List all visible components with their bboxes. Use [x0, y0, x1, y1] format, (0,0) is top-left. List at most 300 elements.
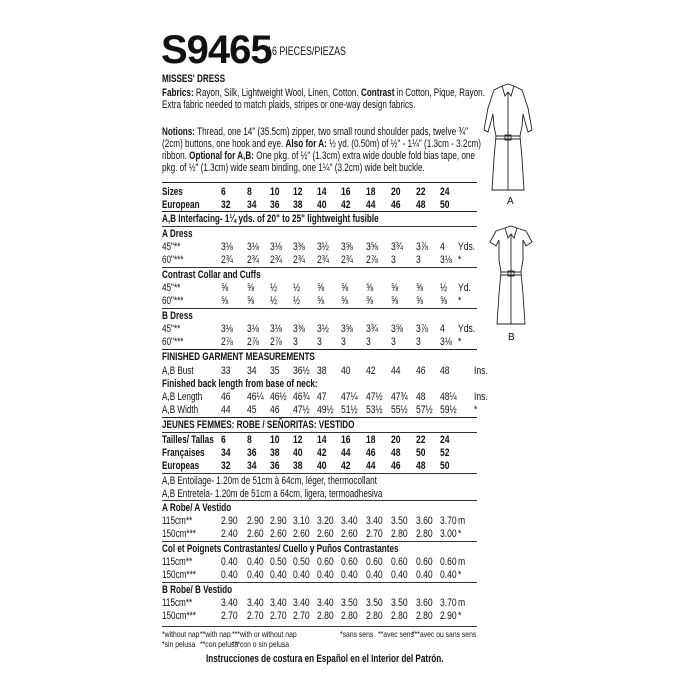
divider: [162, 211, 477, 212]
unit-cell: Ins.: [474, 365, 488, 377]
value-cell: 0.60: [391, 556, 408, 568]
a-dress-heading: A Dress: [162, 228, 193, 240]
value-cell: 44: [366, 199, 376, 211]
divider: [162, 226, 477, 227]
unit-cell: Yds.: [458, 323, 476, 335]
value-cell: 2.60: [270, 528, 287, 540]
value-cell: 2⅞: [270, 336, 282, 348]
value-cell: 42: [317, 447, 327, 459]
value-cell: 0.40: [293, 569, 310, 581]
col-row-150: [162, 569, 477, 582]
value-cell: 35: [270, 365, 280, 377]
value-cell: 14: [317, 434, 327, 446]
row-label: 115cm**: [162, 597, 193, 609]
value-cell: ⅝: [391, 295, 399, 307]
value-cell: 50: [440, 460, 450, 472]
value-cell: 36½: [293, 365, 310, 377]
value-cell: 2.90: [270, 515, 287, 527]
value-cell: 32: [221, 199, 231, 211]
value-cell: 2.90: [221, 515, 238, 527]
view-a-dress-illustration: [478, 78, 538, 198]
value-cell: 36: [270, 199, 280, 211]
row-label: Sizes: [162, 186, 183, 198]
value-cell: 12: [293, 434, 303, 446]
value-cell: 42: [366, 365, 376, 377]
unit-cell: m: [458, 597, 466, 609]
value-cell: 6: [221, 434, 226, 446]
unit-cell: *: [458, 336, 462, 348]
value-cell: 3.40: [221, 597, 238, 609]
francaises-row: [162, 447, 477, 460]
value-cell: 40: [341, 365, 351, 377]
value-cell: ½: [440, 282, 448, 294]
value-cell: 3.20: [317, 515, 334, 527]
value-cell: 40: [293, 447, 303, 459]
value-cell: 3.70: [440, 515, 457, 527]
fabrics-line-1: Fabrics: Rayon, Silk, Lightweight Wool, Linen, Cotton. Contrast in Cotton, Pique, Rayon.: [162, 87, 485, 99]
value-cell: 0.60: [317, 556, 334, 568]
value-cell: 2.70: [221, 610, 238, 622]
value-cell: 3: [317, 336, 322, 348]
value-cell: 2⅞: [366, 254, 378, 266]
value-cell: 59½: [440, 404, 457, 416]
value-cell: 38: [270, 447, 280, 459]
value-cell: 49½: [317, 404, 334, 416]
contrast-row-45: [162, 282, 477, 295]
value-cell: 2.80: [317, 610, 334, 622]
value-cell: 2.70: [293, 610, 310, 622]
footnote-en-3: ***with or without nap: [232, 629, 297, 639]
value-cell: 46½: [270, 391, 287, 403]
value-cell: 53½: [366, 404, 383, 416]
value-cell: 0.40: [221, 569, 238, 581]
length-row: [162, 391, 488, 404]
value-cell: 0.40: [247, 569, 264, 581]
divider: [162, 267, 477, 268]
value-cell: 3⅛: [440, 336, 452, 348]
unit-cell: *: [458, 254, 462, 266]
value-cell: 4: [440, 323, 445, 335]
footnote-es-1: *sin pelusa: [162, 639, 196, 649]
footnote-en-1: *without nap: [162, 629, 200, 639]
value-cell: 0.40: [341, 569, 358, 581]
value-cell: 45: [247, 404, 257, 416]
value-cell: 50: [440, 199, 450, 211]
row-label: A,B Length: [162, 391, 203, 403]
value-cell: 4: [440, 241, 445, 253]
value-cell: 46: [391, 460, 401, 472]
footnote-es-2: **con pelusa: [200, 639, 239, 649]
value-cell: 3⅛: [247, 323, 259, 335]
b-dress-heading: B Dress: [162, 310, 193, 322]
notions-line-1: Notions: Thread, one 14" (35.5cm) zipper, two small round shoulder pads, twelve ¾": [162, 126, 469, 138]
value-cell: 34: [247, 365, 257, 377]
value-cell: 3½: [317, 241, 329, 253]
value-cell: 2.80: [391, 610, 408, 622]
divider: [162, 541, 477, 542]
value-cell: 2¾: [293, 254, 305, 266]
value-cell: 2.80: [341, 610, 358, 622]
interfacing-line: A,B Interfacing- 1¼ yds. of 20" to 25" lightweight fusible: [162, 213, 379, 225]
value-cell: ½: [270, 295, 278, 307]
value-cell: 38: [293, 460, 303, 472]
row-label: 150cm***: [162, 528, 196, 540]
value-cell: 51½: [341, 404, 358, 416]
value-cell: 8: [247, 186, 252, 198]
value-cell: 2¾: [341, 254, 353, 266]
value-cell: 3⅜: [293, 241, 305, 253]
value-cell: 38: [317, 365, 327, 377]
value-cell: 2.70: [366, 528, 383, 540]
value-cell: 0.60: [416, 556, 433, 568]
footnote-fr-1: *sans sens: [340, 629, 374, 639]
value-cell: 16: [341, 434, 351, 446]
value-cell: 46: [270, 404, 280, 416]
row-label: 115cm**: [162, 556, 193, 568]
value-cell: 42: [341, 460, 351, 472]
value-cell: 2.70: [247, 610, 264, 622]
value-cell: 3⅛: [270, 241, 282, 253]
width-row: [162, 404, 477, 417]
value-cell: 12: [293, 186, 303, 198]
value-cell: 3⅞: [416, 323, 428, 335]
value-cell: 3.50: [366, 597, 383, 609]
value-cell: 6: [221, 186, 226, 198]
value-cell: 48: [416, 199, 426, 211]
row-label: 45"**: [162, 241, 181, 253]
tallas-row: [162, 434, 477, 447]
unit-cell: *: [458, 528, 462, 540]
value-cell: 2⅞: [221, 336, 233, 348]
contrast-heading: Contrast Collar and Cuffs: [162, 269, 261, 281]
value-cell: 3.50: [341, 597, 358, 609]
back-length-heading: Finished back length from base of neck:: [162, 378, 318, 390]
row-label: Tailles/ Tallas: [162, 434, 214, 446]
value-cell: ⅝: [221, 282, 229, 294]
value-cell: 3: [366, 336, 371, 348]
value-cell: 44: [366, 460, 376, 472]
value-cell: 3⅝: [391, 323, 403, 335]
footnote-fr-2: **avec sens: [378, 629, 414, 639]
value-cell: ½: [293, 282, 301, 294]
value-cell: 3.60: [416, 515, 433, 527]
value-cell: 36: [247, 447, 257, 459]
row-label: Françaises: [162, 447, 205, 459]
sizes-row: [162, 186, 477, 199]
a-robe-heading: A Robe/ A Vestido: [162, 502, 232, 514]
value-cell: 10: [270, 186, 280, 198]
value-cell: 16: [341, 186, 351, 198]
spanish-instructions-note: Instrucciones de costura en Español en el Interior del Patrón.: [206, 653, 444, 665]
value-cell: 46: [391, 199, 401, 211]
value-cell: 3⅛: [440, 254, 452, 266]
value-cell: 47½: [293, 404, 310, 416]
entoilage-line: A,B Entoilage- 1.20m de 51cm à 64cm, léger, thermocollant: [162, 475, 377, 487]
value-cell: 3.00: [440, 528, 457, 540]
europeas-row: [162, 460, 477, 473]
row-label: European: [162, 199, 200, 211]
value-cell: 2.80: [391, 528, 408, 540]
value-cell: 38: [293, 199, 303, 211]
value-cell: 33: [221, 365, 231, 377]
value-cell: ⅝: [366, 295, 374, 307]
value-cell: 2⅞: [247, 336, 259, 348]
fabrics-line-2: Extra fabric needed to match plaids, stripes or one-way design fabrics.: [162, 99, 416, 111]
value-cell: 2¾: [247, 254, 259, 266]
value-cell: 48¼: [440, 391, 457, 403]
value-cell: 0.60: [341, 556, 358, 568]
value-cell: 3⅛: [270, 323, 282, 335]
value-cell: 0.40: [247, 556, 264, 568]
divider: [162, 417, 477, 418]
finished-measurements-heading: FINISHED GARMENT MEASUREMENTS: [162, 351, 315, 363]
value-cell: 3⅛: [247, 241, 259, 253]
notions-line-3: ribbon. Optional for A,B: One pkg. of ½" (1.3cm) extra wide double fold bias tape, one: [162, 150, 475, 162]
value-cell: 55½: [391, 404, 408, 416]
value-cell: 2.60: [247, 528, 264, 540]
bust-row: [162, 365, 488, 378]
value-cell: 0.40: [391, 569, 408, 581]
spanish-title: JEUNES FEMMES: ROBE / SEÑORITAS: VESTIDO: [162, 419, 355, 431]
unit-cell: *: [458, 610, 462, 622]
value-cell: 24: [440, 186, 450, 198]
value-cell: 3¾: [391, 241, 403, 253]
unit-cell: Yds.: [458, 241, 476, 253]
value-cell: 48: [391, 447, 401, 459]
value-cell: 18: [366, 186, 376, 198]
value-cell: 2.60: [341, 528, 358, 540]
value-cell: 0.40: [317, 569, 334, 581]
value-cell: 22: [416, 434, 426, 446]
unit-cell: *: [474, 404, 478, 416]
divider: [162, 582, 477, 583]
value-cell: 3.40: [247, 597, 264, 609]
value-cell: 46¼: [247, 391, 264, 403]
value-cell: 0.50: [270, 556, 287, 568]
value-cell: 48: [440, 365, 450, 377]
row-label: 150cm***: [162, 610, 196, 622]
unit-cell: *: [458, 295, 462, 307]
divider: [162, 626, 477, 627]
value-cell: 3.50: [391, 515, 408, 527]
pieces-count: 16 PIECES/PIEZAS: [267, 44, 346, 58]
value-cell: 3: [293, 336, 298, 348]
value-cell: ⅝: [317, 295, 325, 307]
value-cell: 3.40: [270, 597, 287, 609]
footnote-en-2: **with nap: [200, 629, 231, 639]
value-cell: 3: [416, 336, 421, 348]
value-cell: 0.40: [366, 569, 383, 581]
value-cell: 2.60: [317, 528, 334, 540]
row-label: 60"***: [162, 336, 184, 348]
b-dress-row-45: [162, 323, 477, 336]
value-cell: 40: [317, 199, 327, 211]
value-cell: 48: [416, 460, 426, 472]
value-cell: 2.90: [440, 610, 457, 622]
col-heading: Col et Poignets Contrastantes/ Cuello y Puños Contrastantes: [162, 543, 399, 555]
value-cell: 3⅝: [341, 323, 353, 335]
value-cell: 0.50: [293, 556, 310, 568]
value-cell: 3⅛: [221, 241, 233, 253]
value-cell: 3½: [317, 323, 329, 335]
row-label: 115cm**: [162, 515, 193, 527]
divider: [162, 473, 477, 474]
divider: [162, 500, 477, 501]
value-cell: 2.60: [293, 528, 310, 540]
value-cell: ⅝: [221, 295, 229, 307]
footnote-es-3: ***con o sin pelusa: [232, 639, 290, 649]
value-cell: 34: [247, 460, 257, 472]
col-row-115: [162, 556, 477, 569]
notions-line-4: pkg. of ½" (1.3cm) wide seam binding, one 1¼" (3.2cm) wide belt buckle.: [162, 162, 425, 174]
b-dress-row-60: [162, 336, 477, 349]
value-cell: ½: [293, 295, 301, 307]
value-cell: ⅝: [247, 295, 255, 307]
value-cell: ⅝: [391, 282, 399, 294]
value-cell: 20: [391, 186, 401, 198]
unit-cell: Ins.: [474, 391, 488, 403]
value-cell: 46¾: [293, 391, 310, 403]
value-cell: 2.40: [221, 528, 238, 540]
value-cell: 3¾: [366, 323, 378, 335]
value-cell: 46: [416, 365, 426, 377]
value-cell: 46: [221, 391, 231, 403]
a-robe-row-150: [162, 528, 477, 541]
view-b-label: B: [508, 332, 515, 343]
value-cell: ⅝: [366, 282, 374, 294]
value-cell: ⅝: [341, 282, 349, 294]
value-cell: 40: [317, 460, 327, 472]
divider: [162, 349, 477, 350]
value-cell: ⅝: [440, 295, 448, 307]
row-label: 60"***: [162, 254, 184, 266]
value-cell: 47¼: [341, 391, 358, 403]
value-cell: 18: [366, 434, 376, 446]
value-cell: 44: [391, 365, 401, 377]
value-cell: 47¾: [391, 391, 408, 403]
unit-cell: Yd.: [458, 282, 471, 294]
value-cell: ⅝: [341, 295, 349, 307]
value-cell: 3.50: [391, 597, 408, 609]
value-cell: ½: [270, 282, 278, 294]
value-cell: 3.70: [440, 597, 457, 609]
row-label: A,B Width: [162, 404, 199, 416]
value-cell: 3⅝: [341, 241, 353, 253]
value-cell: ⅝: [247, 282, 255, 294]
value-cell: 3: [416, 254, 421, 266]
divider: [162, 432, 477, 433]
value-cell: 3: [391, 336, 396, 348]
a-dress-row-45: [162, 241, 477, 254]
value-cell: 47½: [366, 391, 383, 403]
value-cell: 24: [440, 434, 450, 446]
unit-cell: m: [458, 556, 466, 568]
value-cell: 0.60: [440, 556, 457, 568]
value-cell: 3.10: [293, 515, 310, 527]
value-cell: 3: [341, 336, 346, 348]
value-cell: 0.40: [270, 569, 287, 581]
pattern-number: S9465: [161, 28, 272, 72]
unit-cell: m: [458, 515, 466, 527]
value-cell: 44: [221, 404, 231, 416]
notions-line-2: (2cm) buttons, one hook and eye. Also for A: ½ yd. (0.50m) of ½" - 1¼" (1.3cm - 3.2cm): [162, 138, 482, 150]
value-cell: 2¾: [221, 254, 233, 266]
value-cell: 20: [391, 434, 401, 446]
value-cell: 3⅜: [293, 323, 305, 335]
value-cell: 2¾: [270, 254, 282, 266]
value-cell: 47: [317, 391, 327, 403]
entretela-line: A,B Entretela- 1.20m de 51cm a 64cm, ligera, termoadhesiva: [162, 488, 383, 500]
value-cell: 44: [341, 447, 351, 459]
row-label: 150cm***: [162, 569, 196, 581]
view-a-label: A: [507, 196, 514, 207]
row-label: 45"**: [162, 323, 181, 335]
value-cell: 34: [221, 447, 231, 459]
a-robe-row-115: [162, 515, 477, 528]
divider: [162, 182, 477, 183]
value-cell: 57½: [416, 404, 433, 416]
value-cell: 2.70: [270, 610, 287, 622]
divider: [162, 308, 477, 309]
value-cell: 3: [391, 254, 396, 266]
value-cell: 22: [416, 186, 426, 198]
value-cell: 3.40: [366, 515, 383, 527]
value-cell: 3⅝: [366, 241, 378, 253]
row-label: 60"***: [162, 295, 184, 307]
row-label: A,B Bust: [162, 365, 194, 377]
value-cell: 3.40: [341, 515, 358, 527]
garment-title: MISSES' DRESS: [162, 73, 226, 85]
value-cell: ⅝: [317, 282, 325, 294]
b-robe-heading: B Robe/ B Vestido: [162, 584, 233, 596]
value-cell: 3⅛: [221, 323, 233, 335]
value-cell: ⅝: [416, 295, 424, 307]
value-cell: 48: [416, 391, 426, 403]
b-robe-row-115: [162, 597, 477, 610]
value-cell: 8: [247, 434, 252, 446]
footnote-fr-3: ***avec ou sans sens: [412, 629, 477, 639]
value-cell: 32: [221, 460, 231, 472]
value-cell: 0.40: [416, 569, 433, 581]
value-cell: 3⅞: [416, 241, 428, 253]
value-cell: 2.90: [247, 515, 264, 527]
value-cell: 0.40: [221, 556, 238, 568]
value-cell: 2.80: [366, 610, 383, 622]
value-cell: 3.40: [293, 597, 310, 609]
value-cell: 3.60: [416, 597, 433, 609]
value-cell: 3.40: [317, 597, 334, 609]
contrast-row-60: [162, 295, 477, 308]
value-cell: 0.60: [366, 556, 383, 568]
value-cell: 2.80: [416, 528, 433, 540]
value-cell: 46: [366, 447, 376, 459]
value-cell: 14: [317, 186, 327, 198]
value-cell: 42: [341, 199, 351, 211]
row-label: Europeas: [162, 460, 200, 472]
value-cell: 0.40: [440, 569, 457, 581]
value-cell: 52: [440, 447, 450, 459]
value-cell: 36: [270, 460, 280, 472]
value-cell: 2.80: [416, 610, 433, 622]
value-cell: ⅝: [416, 282, 424, 294]
row-label: 45"**: [162, 282, 181, 294]
view-b-dress-illustration: [486, 222, 536, 330]
value-cell: 10: [270, 434, 280, 446]
b-robe-row-150: [162, 610, 477, 623]
value-cell: 50: [416, 447, 426, 459]
value-cell: 34: [247, 199, 257, 211]
a-dress-row-60: [162, 254, 477, 267]
